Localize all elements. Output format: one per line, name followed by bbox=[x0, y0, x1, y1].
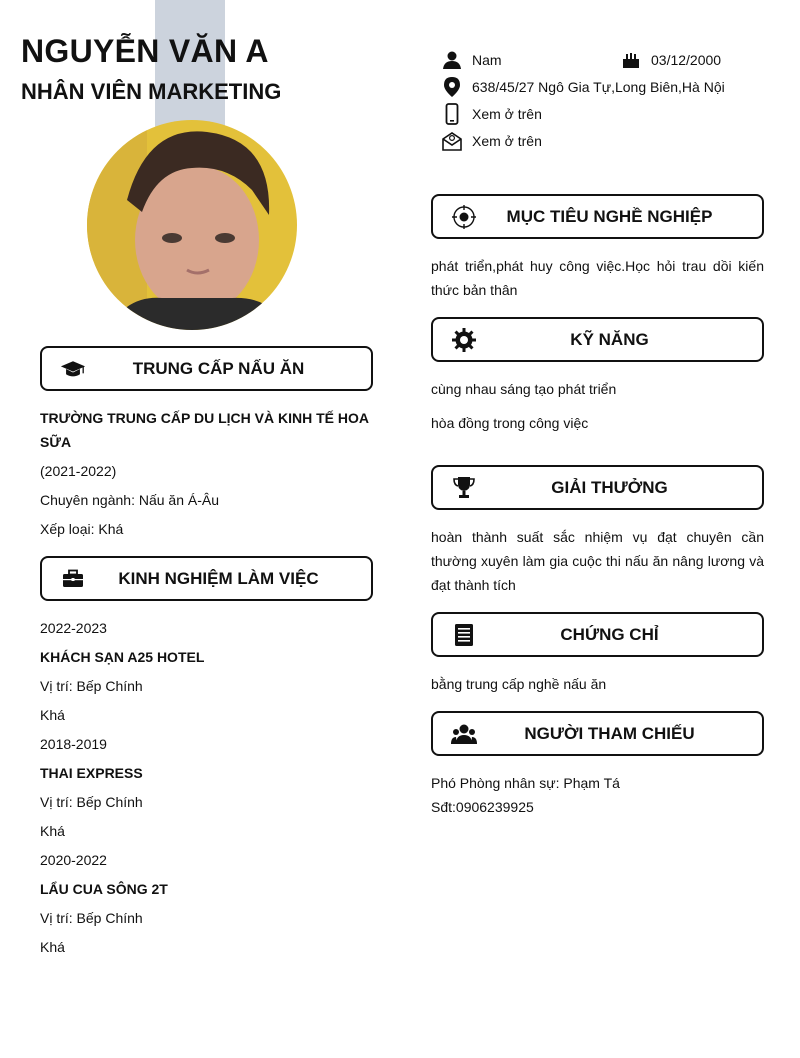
certificates-section-header bbox=[431, 612, 764, 657]
objective-text: phát triển,phát huy công việc.Học hỏi trau dồi kiến thức bản thân bbox=[431, 258, 764, 298]
gender-value: Nam bbox=[472, 52, 502, 68]
avatar bbox=[87, 120, 297, 330]
education-title: TRUNG CẤP NẤU ĂN bbox=[132, 358, 305, 378]
job-period: 2020-2022 bbox=[40, 852, 107, 868]
phone-icon bbox=[441, 103, 463, 125]
job-period: 2022-2023 bbox=[40, 620, 107, 636]
reference-person: Phó Phòng nhân sự: Phạm Tá bbox=[431, 775, 620, 791]
objective-section-header bbox=[431, 194, 764, 239]
address-row bbox=[441, 76, 725, 98]
skill-item: cùng nhau sáng tạo phát triển bbox=[431, 381, 617, 397]
map-pin-icon bbox=[441, 76, 463, 98]
job-company: LẨU CUA SÔNG 2T bbox=[40, 881, 168, 897]
job-period: 2018-2019 bbox=[40, 736, 107, 752]
references-section-header bbox=[431, 711, 764, 756]
people-icon bbox=[451, 721, 477, 747]
job-company: KHÁCH SẠN A25 HOTEL bbox=[40, 649, 205, 665]
job-rating: Khá bbox=[40, 939, 65, 955]
objective-title: MỤC TIÊU NGHỀ NGHIỆP bbox=[506, 206, 713, 226]
certificates-title: CHỨNG CHỈ bbox=[560, 624, 659, 644]
awards-title: GIẢI THƯỞNG bbox=[551, 477, 668, 497]
gender-row bbox=[441, 49, 502, 71]
awards-section-header bbox=[431, 465, 764, 510]
briefcase-icon bbox=[60, 566, 86, 592]
job-position: Vị trí: Bếp Chính bbox=[40, 678, 143, 694]
email-value: Xem ở trên bbox=[472, 133, 542, 149]
target-icon bbox=[451, 204, 477, 230]
phone-value: Xem ở trên bbox=[472, 106, 542, 122]
job-position: Vị trí: Bếp Chính bbox=[40, 910, 143, 926]
gear-icon bbox=[451, 327, 477, 353]
awards-text: hoàn thành suất sắc nhiệm vụ đạt chuyên cần thường xuyên làm gia cuộc thi nấu ăn nâng lương và đạt thành tích bbox=[431, 529, 764, 593]
references-title: NGƯỜI THAM CHIẾU bbox=[524, 723, 695, 743]
email-row bbox=[441, 130, 542, 152]
job-rating: Khá bbox=[40, 823, 65, 839]
education-major: Chuyên ngành: Nấu ăn Á-Âu bbox=[40, 492, 220, 508]
document-icon bbox=[451, 622, 477, 648]
certificates-text: bằng trung cấp nghề nấu ăn bbox=[431, 676, 607, 692]
user-icon bbox=[441, 49, 463, 71]
education-section-header bbox=[40, 346, 373, 391]
experience-section-header bbox=[40, 556, 373, 601]
graduation-cap-icon bbox=[60, 356, 86, 382]
candidate-role: NHÂN VIÊN MARKETING bbox=[21, 79, 282, 104]
job-position: Vị trí: Bếp Chính bbox=[40, 794, 143, 810]
job-company: THAI EXPRESS bbox=[40, 765, 143, 781]
skill-item: hòa đồng trong công việc bbox=[431, 415, 589, 431]
education-grade: Xếp loại: Khá bbox=[40, 521, 124, 537]
envelope-icon bbox=[441, 130, 463, 152]
education-period: (2021-2022) bbox=[40, 463, 117, 479]
education-school: TRƯỜNG TRUNG CẤP DU LỊCH VÀ KINH TẾ HOA SỮA bbox=[40, 410, 369, 450]
skills-section-header bbox=[431, 317, 764, 362]
candidate-name: NGUYỄN VĂN A bbox=[21, 33, 269, 69]
address-value: 638/45/27 Ngô Gia Tự,Long Biên,Hà Nội bbox=[472, 79, 725, 95]
birthday-value: 03/12/2000 bbox=[651, 52, 722, 68]
cake-icon bbox=[620, 49, 642, 71]
job-rating: Khá bbox=[40, 707, 65, 723]
experience-title: KINH NGHIỆM LÀM VIỆC bbox=[118, 568, 319, 588]
skills-title: KỸ NĂNG bbox=[570, 329, 649, 349]
birthday-row bbox=[620, 49, 721, 71]
reference-phone: Sđt:0906239925 bbox=[431, 799, 534, 815]
phone-row bbox=[441, 103, 542, 125]
trophy-icon bbox=[451, 475, 477, 501]
